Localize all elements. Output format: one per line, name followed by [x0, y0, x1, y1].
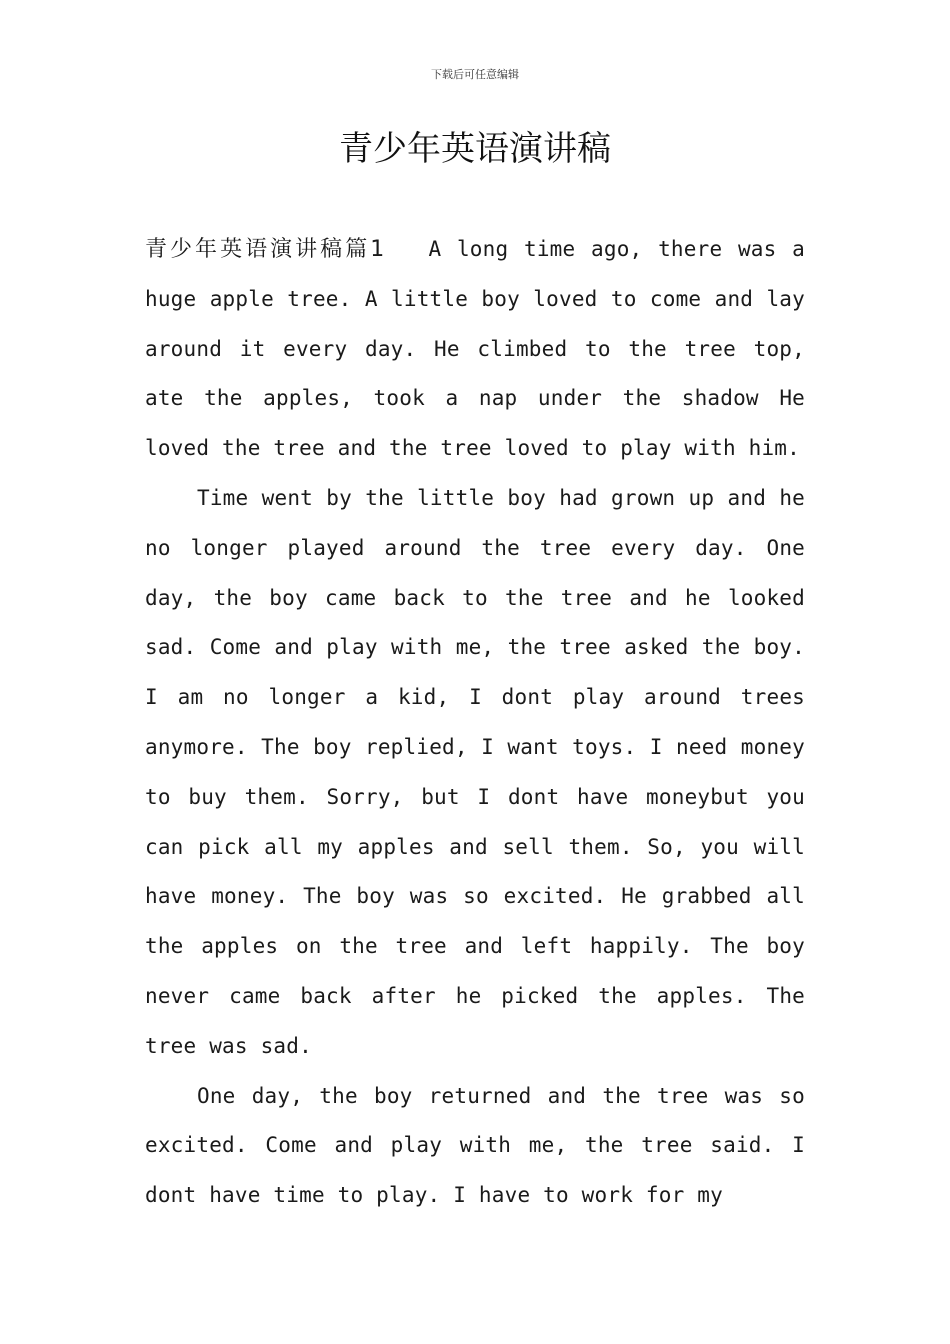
paragraph-1 — [145, 225, 805, 474]
section-label: 青少年英语演讲稿篇1 — [145, 237, 385, 262]
paragraph-3: One day, the boy returned and the tree was so excited. Come and play with me, the tree said. I dont have time to play. I have to work for my — [145, 1083, 805, 1208]
document-body — [145, 225, 805, 1221]
header-note: 下载后可任意编辑 — [431, 68, 519, 81]
paragraph-1-text: A long time ago, there was a huge apple tree. A little boy loved to come and lay around it every day. He climbed to the tree top, ate the apples, took a nap under the shadow He loved the tree and the tree loved to play with him. — [145, 237, 805, 461]
paragraph-2: Time went by the little boy had grown up and he no longer played around the tree every day. One day, the boy came back to the tree and he looked sad. Come and play with me, the tree asked the boy. I am no longer a kid, I dont play around trees anymore. The boy replied, I want toys. I need money to buy them. Sorry, but I dont have moneybut you can pick all my apples and sell them. So, you will have money. The boy was so excited. He grabbed all the apples on the tree and left happily. The boy never came back after he picked the apples. The tree was sad. — [145, 485, 805, 1058]
page-title: 青少年英语演讲稿 — [339, 129, 611, 169]
